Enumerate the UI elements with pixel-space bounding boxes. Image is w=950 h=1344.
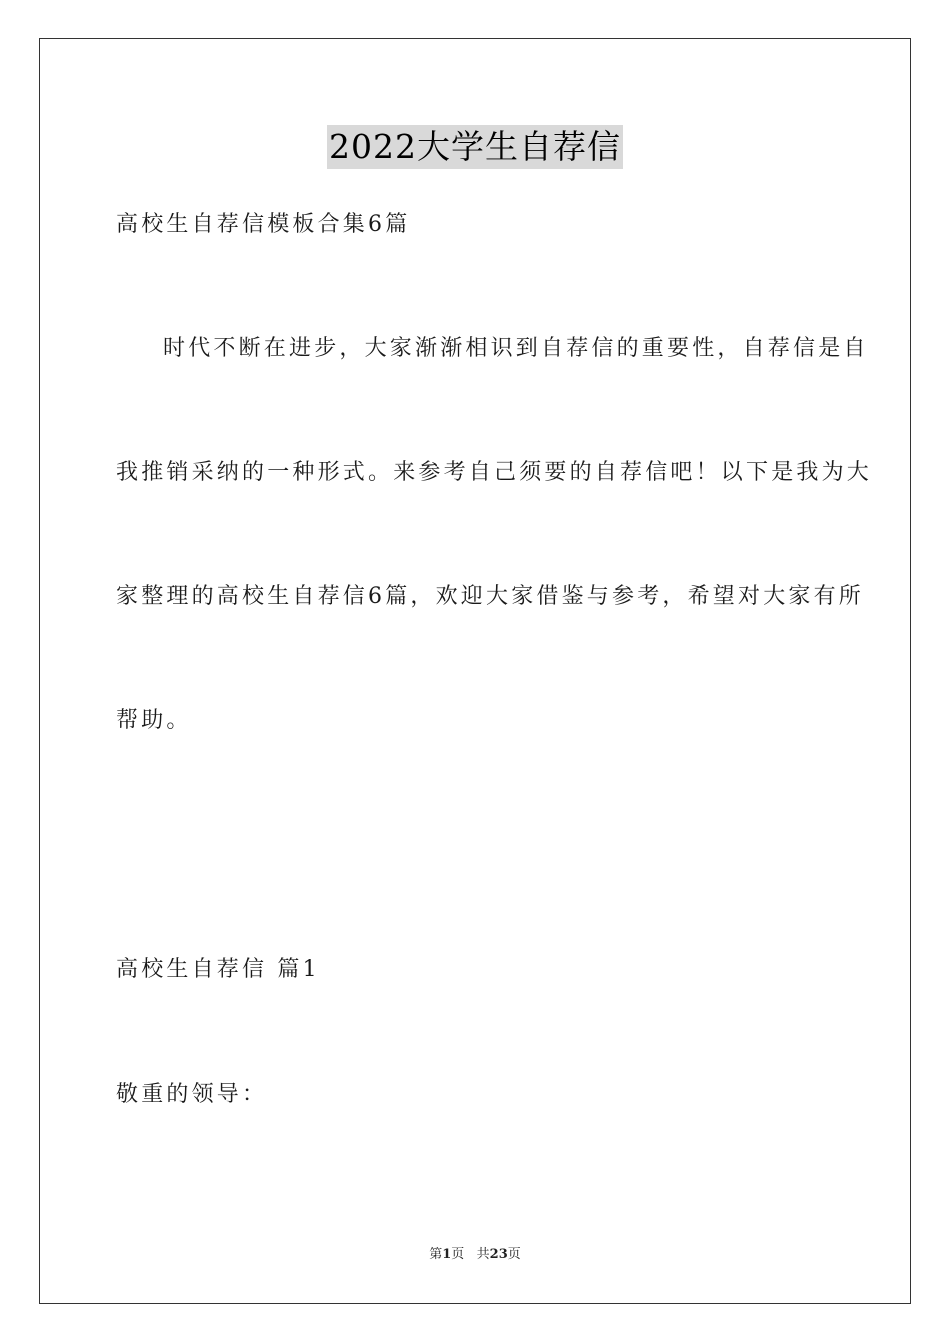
page-footer — [0, 1246, 950, 1264]
footer-page-prefix: 第 — [429, 1247, 443, 1262]
intro-line-3: 家整理的高校生自荐信6篇，欢迎大家借鉴与参考，希望对大家有所 — [116, 584, 864, 609]
footer-page-current: 1 — [442, 1247, 452, 1262]
salutation: 敬重的领导： — [116, 1082, 268, 1107]
document-subtitle: 高校生自荐信模板合集6篇 — [116, 212, 411, 237]
footer-page-suffix: 页 — [507, 1247, 521, 1262]
intro-line-4: 帮助。 — [116, 708, 192, 733]
section-heading: 高校生自荐信 篇1 — [116, 957, 320, 982]
intro-line-2: 我推销采纳的一种形式。来参考自己须要的自荐信吧！以下是我为大 — [116, 460, 873, 485]
footer-page-total: 23 — [489, 1247, 508, 1262]
title-container — [0, 125, 950, 169]
document-title: 2022大学生自荐信 — [327, 125, 623, 169]
intro-line-1: 时代不断在进步，大家渐渐相识到自荐信的重要性，自荐信是自 — [163, 336, 869, 361]
footer-page-mid: 页 共 — [451, 1247, 490, 1262]
